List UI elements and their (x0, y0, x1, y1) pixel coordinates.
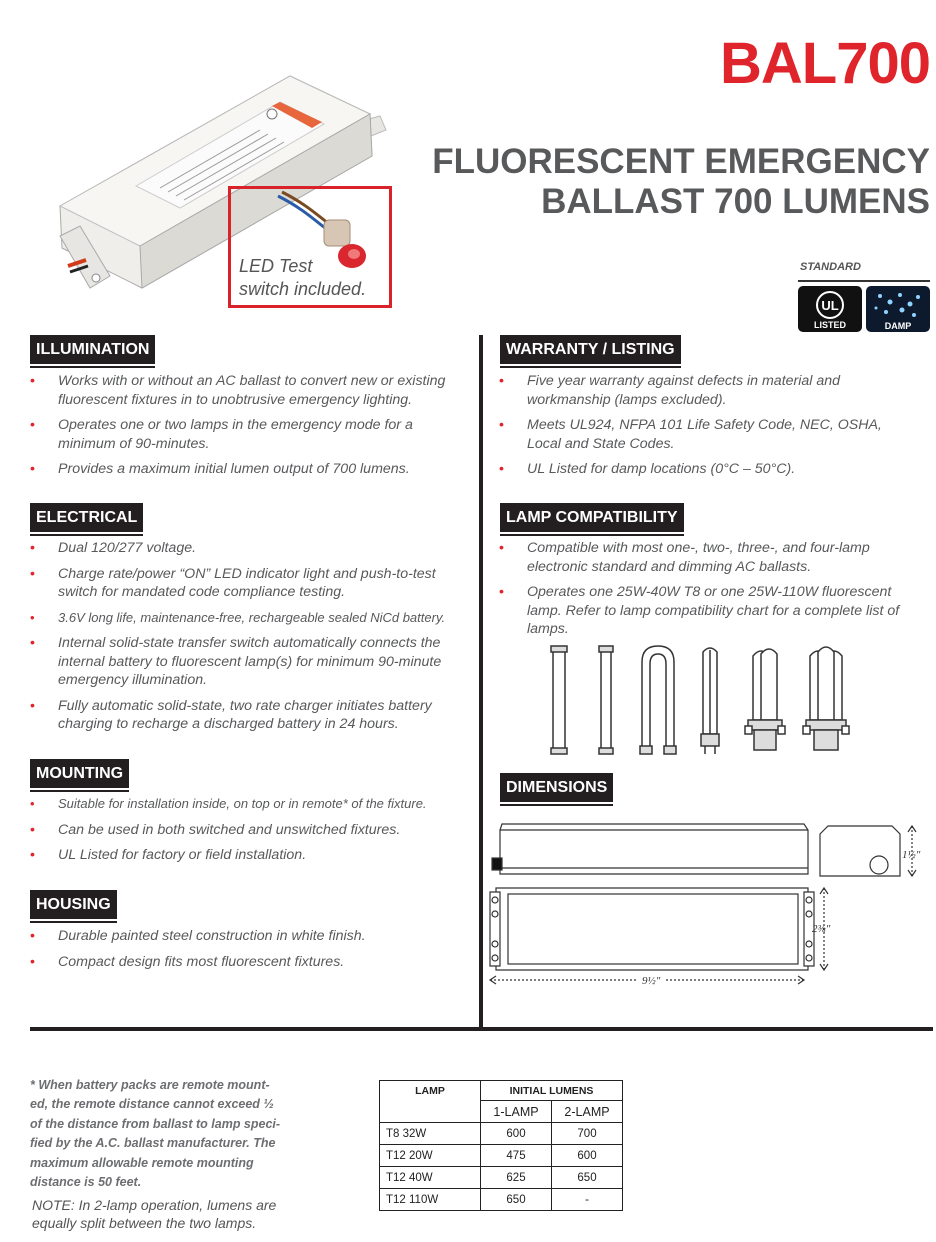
quad-tube-lamp-icon (745, 649, 785, 750)
table-header-initial-lumens: INITIAL LUMENS (481, 1081, 623, 1101)
ul-listed-text: LISTED (813, 320, 847, 330)
damp-text: DAMP (884, 321, 912, 331)
section-heading-electrical: ELECTRICAL (30, 503, 143, 532)
top-view-outline (490, 888, 814, 970)
dimensions-drawing (484, 818, 934, 990)
water-drops-icon (875, 293, 921, 317)
ul-mark-icon: UL (821, 298, 839, 313)
table-cell: 700 (552, 1123, 623, 1145)
column-divider (479, 335, 483, 1029)
list-item: • 3.6V long life, maintenance-free, rechargeable sealed NiCd battery. (30, 609, 470, 628)
footnote-line: distance is 50 feet. (30, 1175, 142, 1190)
note-line: equally split between the two lamps. (32, 1215, 257, 1231)
list-item: • Internal solid-state transfer switch automatically connects the internal battery to fluorescent lamp(s) for minimum 90-minute emergency illumination. (30, 634, 470, 690)
table-row (380, 1145, 623, 1167)
section-heading-housing: HOUSING (30, 890, 117, 919)
illumination-list (30, 372, 470, 486)
warranty-list (499, 372, 919, 486)
list-item: • Charge rate/power “ON” LED indicator light and push-to-test switch for mandated code compliance testing. (30, 565, 470, 602)
model-number: BAL700 (720, 31, 930, 96)
electrical-list (30, 539, 470, 741)
list-item: • Operates one or two lamps in the emergency mode for a minimum of 90-minutes. (30, 416, 470, 453)
twin-tube-lamp-icon (701, 648, 719, 754)
width-dimension-label: 2⅜" (812, 923, 831, 935)
table-cell: T12 20W (380, 1145, 481, 1167)
table-cell: T12 40W (380, 1167, 481, 1189)
table-cell: 475 (481, 1145, 552, 1167)
table-cell: 650 (481, 1189, 552, 1211)
table-cell: T12 110W (380, 1189, 481, 1211)
t12-linear-lamp-icon (551, 646, 567, 754)
list-item: • UL Listed for factory or field installation. (30, 846, 470, 865)
list-item: • UL Listed for damp locations (0°C – 50°C). (499, 460, 919, 479)
led-test-callout (228, 186, 392, 308)
list-item: • Provides a maximum initial lumen output of 700 lumens. (30, 460, 470, 479)
table-row (380, 1189, 623, 1211)
table-cell: 600 (552, 1145, 623, 1167)
table-cell: 625 (481, 1167, 552, 1189)
footnote-line: of the distance from ballast to lamp speci- (30, 1116, 281, 1131)
list-item: • Operates one 25W-40W T8 or one 25W-110W fluorescent lamp. Refer to lamp compatibility chart for a complete list of lamps. (499, 583, 919, 639)
lamp-types-illustration (540, 642, 860, 760)
title-line-2: BALLAST 700 LUMENS (541, 182, 930, 221)
u-bend-lamp-icon (640, 646, 676, 754)
table-cell: T8 32W (380, 1123, 481, 1145)
remote-mount-footnote (30, 1076, 290, 1192)
end-view-outline (820, 826, 900, 876)
list-item: • Fully automatic solid-state, two rate charger initiates battery charging to recharge a discharged battery in 24 hours. (30, 697, 470, 734)
list-item: • Works with or without an AC ballast to convert new or existing fluorescent fixtures in to unobtrusive emergency lighting. (30, 372, 470, 409)
list-item: • Durable painted steel construction in white finish. (30, 927, 470, 946)
lamp-compatibility-list (499, 539, 919, 646)
section-heading-mounting: MOUNTING (30, 759, 129, 788)
title-line-1: FLUORESCENT EMERGENCY (432, 142, 930, 181)
section-heading-warranty: WARRANTY / LISTING (500, 335, 681, 364)
ul-listed-badge (798, 286, 862, 332)
section-heading-lamp-compatibility: LAMP COMPATIBILITY (500, 503, 684, 532)
callout-line-1: LED Test (239, 256, 313, 276)
callout-line-2: switch included. (239, 279, 367, 299)
footnote-line: fied by the A.C. ballast manufacturer. The (30, 1136, 276, 1151)
footnote-line: ed, the remote distance cannot exceed ½ (30, 1097, 274, 1112)
footnote-line: * When battery packs are remote mount- (30, 1078, 270, 1092)
section-heading-dimensions: DIMENSIONS (500, 773, 613, 802)
damp-badge (866, 286, 930, 332)
table-header-2-lamp: 2-LAMP (552, 1101, 623, 1123)
page-title (432, 142, 930, 222)
footer-divider (30, 1027, 933, 1031)
side-view-outline (492, 824, 808, 874)
list-item: • Compatible with most one-, two-, three-, and four-lamp electronic standard and dimming AC ballasts. (499, 539, 919, 576)
table-header-lamp: LAMP (380, 1081, 481, 1123)
list-item: • Can be used in both switched and unswitched fixtures. (30, 821, 470, 840)
list-item: • Dual 120/277 voltage. (30, 539, 470, 558)
table-row (380, 1167, 623, 1189)
section-heading-illumination: ILLUMINATION (30, 335, 155, 364)
list-item: • Meets UL924, NFPA 101 Life Safety Code, NEC, OSHA, Local and State Codes. (499, 416, 919, 453)
table-row (380, 1123, 623, 1145)
table-header-1-lamp: 1-LAMP (481, 1101, 552, 1123)
note-line: NOTE: In 2-lamp operation, lumens are (32, 1197, 277, 1213)
height-dimension-label: 1½" (902, 849, 921, 861)
list-item: • Compact design fits most fluorescent fixtures. (30, 953, 470, 972)
table-cell: 600 (481, 1123, 552, 1145)
list-item: • Five year warranty against defects in material and workmanship (lamps excluded). (499, 372, 919, 409)
multi-tube-lamp-icon (803, 647, 849, 750)
t8-linear-lamp-icon (599, 646, 613, 754)
list-item: • Suitable for installation inside, on top or in remote* of the fixture. (30, 795, 470, 814)
standard-label: STANDARD (800, 261, 861, 273)
table-cell: - (552, 1189, 623, 1211)
footnote-line: maximum allowable remote mounting (30, 1155, 254, 1170)
housing-list (30, 927, 470, 978)
two-lamp-note (32, 1196, 332, 1232)
lumen-output-table (379, 1080, 623, 1211)
standard-divider (798, 280, 930, 282)
mounting-list (30, 795, 470, 872)
length-dimension-label: 9½" (642, 975, 661, 987)
table-cell: 650 (552, 1167, 623, 1189)
